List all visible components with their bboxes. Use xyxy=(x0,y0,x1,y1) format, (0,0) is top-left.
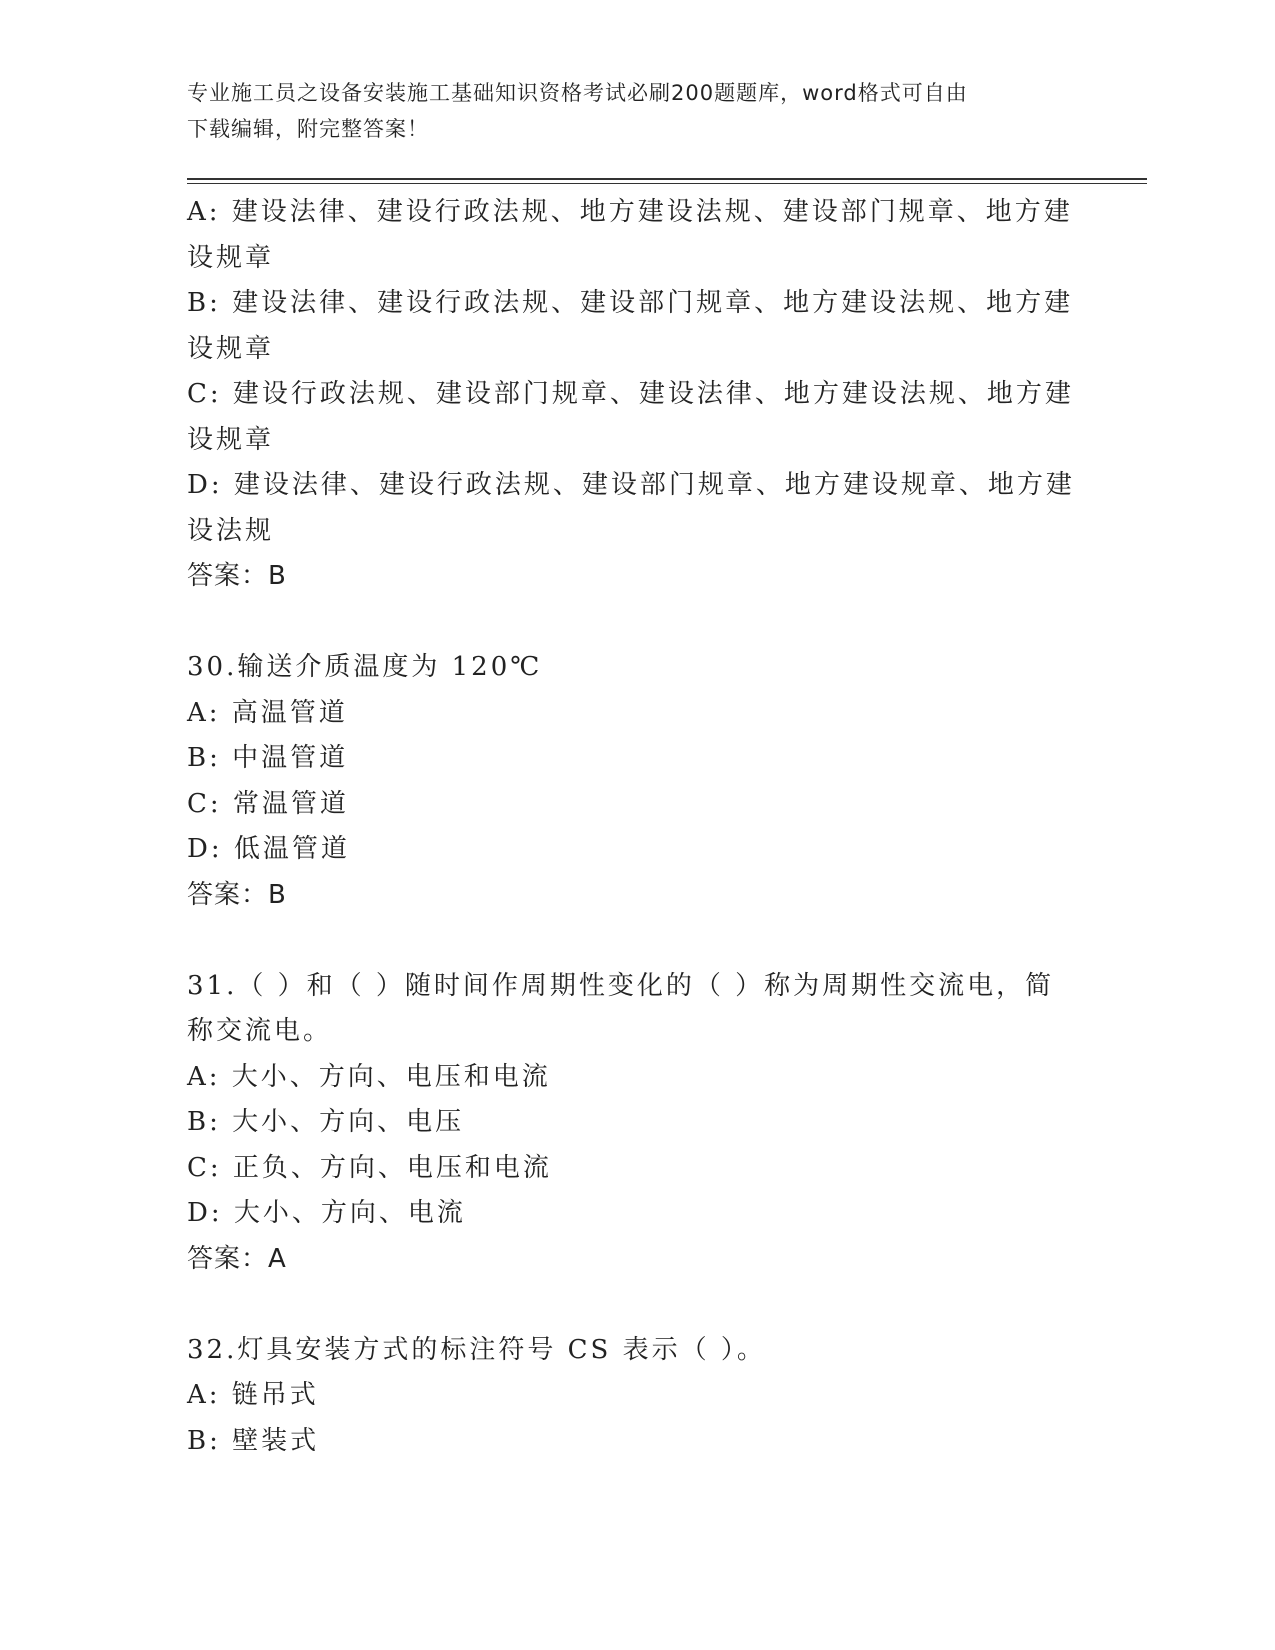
option-d-line-1: D: 建设法律、建设行政法规、建设部门规章、地方建设规章、地方建 xyxy=(187,470,1075,500)
option-b-line-1: B: 建设法律、建设行政法规、建设部门规章、地方建设法规、地方建 xyxy=(187,288,1074,318)
option-a: A: 大小、方向、电压和电流 xyxy=(187,1061,551,1092)
option-a: A: 链吊式 xyxy=(187,1380,319,1410)
header-divider-thin xyxy=(187,183,1147,184)
option-b: B: 大小、方向、电压 xyxy=(187,1107,465,1137)
answer-line: 答案：A xyxy=(187,1243,287,1274)
option-a: A: 高温管道 xyxy=(187,697,348,728)
option-c-line-2: 设规章 xyxy=(187,424,275,455)
question-spacer xyxy=(187,600,1087,646)
option-c: C: 正负、方向、电压和电流 xyxy=(187,1152,552,1183)
option-a-line-2: 设规章 xyxy=(187,242,275,273)
option-d: D: 低温管道 xyxy=(187,834,350,864)
question-32 xyxy=(187,1328,1087,1465)
header-divider-thick xyxy=(187,178,1147,180)
document-header xyxy=(187,75,1067,147)
option-d-line-2: 设法规 xyxy=(187,515,275,546)
option-b: B: 中温管道 xyxy=(187,743,349,773)
question-text-line-1: 31.（ ）和（ ）随时间作周期性变化的（ ）称为周期性交流电，简 xyxy=(187,970,1055,1001)
question-31 xyxy=(187,964,1087,1283)
option-b: B: 壁装式 xyxy=(187,1425,320,1456)
question-29 xyxy=(187,190,1087,600)
question-30 xyxy=(187,645,1087,918)
option-a-line-1: A: 建设法律、建设行政法规、地方建设法规、建设部门规章、地方建 xyxy=(187,197,1073,227)
option-b-line-2: 设规章 xyxy=(187,333,275,364)
question-text: 32.灯具安装方式的标注符号 CS 表示（ ）。 xyxy=(187,1334,766,1365)
header-line-2: 下载编辑，附完整答案！ xyxy=(187,117,429,141)
question-text-line-2: 称交流电。 xyxy=(187,1016,333,1046)
question-spacer xyxy=(187,1282,1087,1328)
question-text: 30.输送介质温度为 120℃ xyxy=(187,652,543,682)
question-list xyxy=(187,190,1087,1464)
option-d: D: 大小、方向、电流 xyxy=(187,1198,466,1228)
option-c-line-1: C: 建设行政法规、建设部门规章、建设法律、地方建设法规、地方建 xyxy=(187,379,1074,409)
option-c: C: 常温管道 xyxy=(187,788,349,819)
answer-line: 答案：B xyxy=(187,879,287,910)
question-spacer xyxy=(187,918,1087,964)
header-line-1: 专业施工员之设备安装施工基础知识资格考试必刷200题题库，word格式可自由 xyxy=(187,81,968,105)
answer-line: 答案：B xyxy=(187,561,287,591)
